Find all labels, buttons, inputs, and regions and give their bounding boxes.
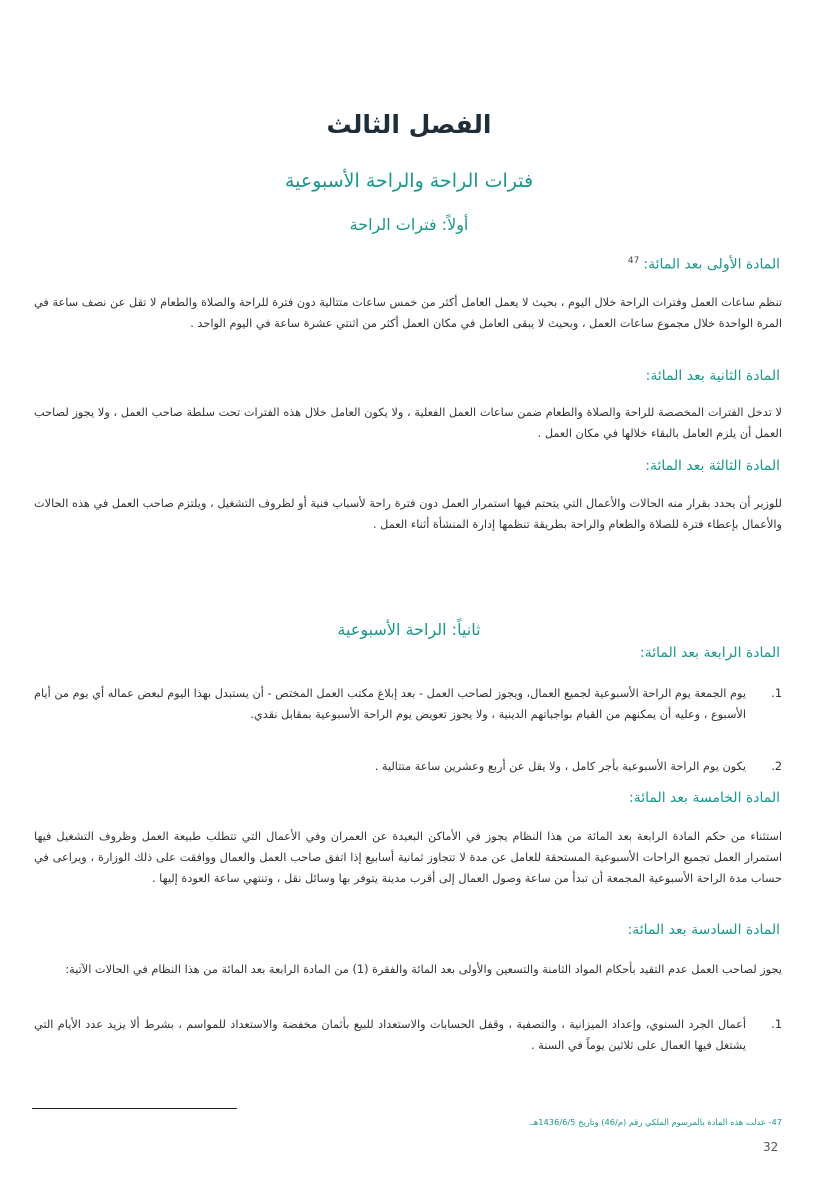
item-number: 2.: [771, 760, 782, 773]
article-102-paragraph: لا تدخل الفترات المخصصة للراحة والصلاة والطعام ضمن ساعات العمل الفعلية ، ولا يكون العامل خلال هذه الفترات تحت سلطة صاحب العمل ، ولا يجوز لصاحب العمل أن يلزم العامل بالبقاء خلالها في مكان العمل .: [34, 406, 782, 440]
article-title-text: المادة الأولى بعد المائة:: [643, 256, 780, 273]
item-text: يوم الجمعة يوم الراحة الأسبوعية لجميع العمال، ويجوز لصاحب العمل - بعد إبلاغ مكتب العمل المختص - أن يستبدل بهذا اليوم لبعض عماله أي يوم من أيام الأسبوع ، وعليه أن يمكنهم من القيام بواجباتهم الدينية ، ولا يجوز تعويض يوم الراحة الأسبوعية بمقابل نقدي.: [34, 687, 746, 721]
footnote-47: 47- عدلت هذه المادة بالمرسوم الملكي رقم (م/46) وتاريخ 1436/6/5هـ.: [528, 1117, 782, 1127]
article-101-paragraph: تنظم ساعات العمل وفترات الراحة خلال اليوم ، بحيث لا يعمل العامل أكثر من خمس ساعات متتالية دون فترة للراحة والصلاة والطعام لا تقل عن نصف ساعة في المرة الواحدة خلال مجموع ساعات العمل ، وبحيث لا يبقى العامل في مكان العمل أكثر من اثنتي عشرة ساعة في اليوم الواحد .: [34, 296, 782, 330]
article-106-item-1: [34, 1014, 782, 1056]
article-101-title: [628, 256, 780, 273]
footnote-ref: 47: [627, 256, 640, 266]
article-106-title: المادة السادسة بعد المائة:: [627, 922, 780, 938]
article-105-title: المادة الخامسة بعد المائة:: [628, 790, 780, 806]
item-text: يكون يوم الراحة الأسبوعية بأجر كامل ، ولا يقل عن أربع وعشرين ساعة متتالية .: [374, 760, 746, 773]
article-104-item-1: [34, 683, 782, 725]
article-104-title: المادة الرابعة بعد المائة:: [640, 645, 780, 661]
footnote-divider: [32, 1108, 237, 1109]
article-105-paragraph: استثناء من حكم المادة الرابعة بعد المائة من هذا النظام يجوز في الأماكن البعيدة عن العمران وفي الأعمال التي تتطلب طبيعة العمل وظروف التشغيل فيها استمرار العمل تجميع الراحات الأسبوعية المستحقة للعامل عن مدة لا تتجاوز ثمانية أسابيع إذا اتفق صاحب العمل والعمال ووافقت على ذلك الوزارة ، ويراعى في حساب مدة الراحة الأسبوعية المجمعة أن تبدأ من ساعة وصول العمال إلى أقرب مدينة يتوفر بها وسائل نقل ، وتنتهي ساعة العودة إليها .: [34, 830, 782, 885]
article-103-paragraph: للوزير أن يحدد بقرار منه الحالات والأعمال التي يتحتم فيها استمرار العمل دون فترة راحة لأسباب فنية أو لظروف التشغيل ، ويلتزم صاحب العمل في هذه الحالات والأعمال بإعطاء فترة للصلاة والطعام والراحة بطريقة تنظمها إدارة المنشأة أثناء العمل .: [34, 497, 782, 531]
item-number: 1.: [771, 687, 782, 700]
item-number: 1.: [771, 1018, 782, 1031]
article-106-paragraph: يجوز لصاحب العمل عدم التقيد بأحكام المواد الثامنة والتسعين والأولى بعد المائة والفقرة (1) من المادة الرابعة بعد المائة من هذا النظام في الحالات الآتية:: [65, 963, 782, 976]
page-number: 32: [763, 1140, 779, 1154]
article-104-item-2: [34, 756, 782, 777]
chapter-title: الفصل الثالث: [326, 110, 492, 139]
chapter-subtitle: فترات الراحة والراحة الأسبوعية: [284, 170, 534, 192]
article-102-title: المادة الثانية بعد المائة:: [645, 368, 780, 384]
section-heading-weekly-rest: ثانياً: الراحة الأسبوعية: [337, 620, 481, 639]
item-text: أعمال الجرد السنوي، وإعداد الميزانية ، والتصفية ، وقفل الحسابات والاستعداد للبيع بأثمان مخفضة والاستعداد للمواسم ، بشرط ألا يزيد عدد الأيام التي يشتغل فيها العمال على ثلاثين يوماً في السنة .: [34, 1018, 746, 1052]
article-103-title: المادة الثالثة بعد المائة:: [645, 458, 780, 474]
section-heading-rest-periods: أولاً: فترات الراحة: [349, 215, 469, 234]
